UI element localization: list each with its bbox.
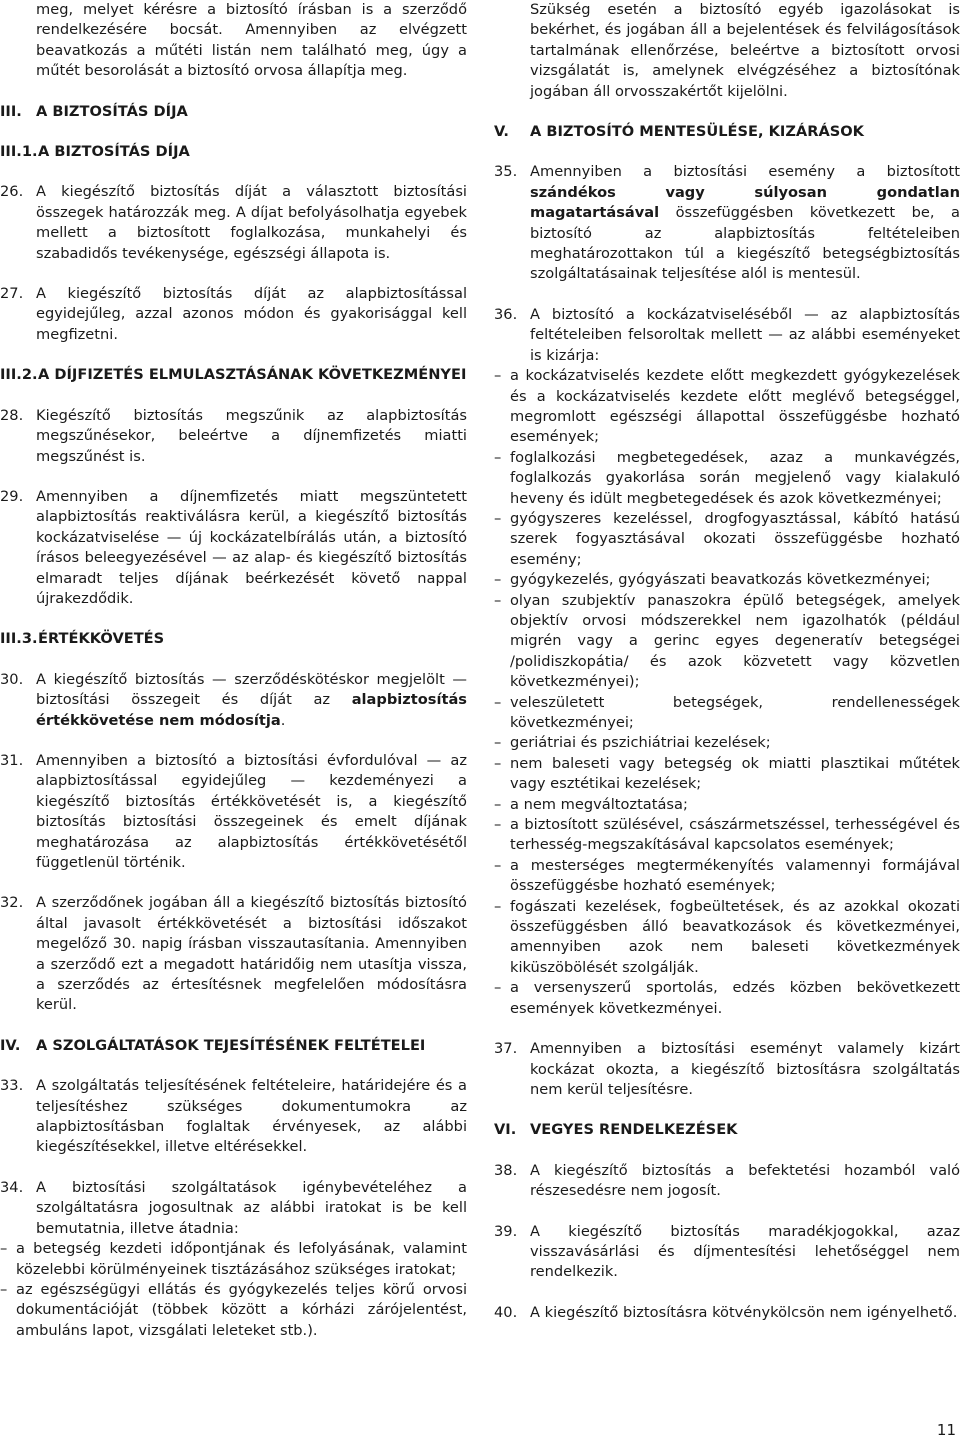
- paragraph-text: A szolgáltatás teljesítésének feltételeire, határidejére és a teljesítéshez szükséges dokumentumokra az alapbiztosításban foglaltak érvényesek, az alábbi kiegészítésekkel, illetve eltérésekkel.: [36, 1077, 467, 1156]
- paragraph-text: Amennyiben a biztosító a biztosítási évfordulóval — az alapbiztosítással egyidejűleg — kezdeményezi a kiegészítő biztosítás értékkövetését is, a kiegészítő biztosítás biztosítási összegeinek és emelt díjának meghatározása az alapbiztosítás értékkövetésétől függetlenül történik.: [36, 751, 467, 871]
- bold-run: alapbiztosítás értékkövetése nem módosítja: [36, 691, 467, 729]
- paragraph-text: A biztosítási szolgáltatások igénybevételéhez a szolgáltatásra jogosultnak az alábbi iratokat is be kell bemutatnia, illetve átadnia:: [36, 1178, 467, 1237]
- paragraph-39: [494, 1222, 960, 1283]
- list-item: [494, 815, 960, 856]
- subsection-title: ÉRTÉKKÖVETÉS: [38, 630, 165, 648]
- subsection-number: III.1.: [0, 143, 38, 161]
- list-item: [0, 1280, 467, 1341]
- paragraph-text: A szerződőnek jogában áll a kiegészítő biztosítás biztosító által javasolt értékkövetését a biztosítási időszakot megelőző 30. napig írásban visszautasítania. Amennyiben a szerződő ezt a megadott határidőig nem utasítja vissza, a szerződés az értesítésnek megfelelően módosításra kerül.: [36, 894, 467, 1014]
- paragraph-number: 30.: [0, 670, 24, 688]
- paragraph-number: 33.: [0, 1077, 24, 1095]
- paragraph-text: [530, 162, 960, 284]
- dash-bullet: –: [494, 856, 502, 874]
- list-item: [494, 570, 960, 590]
- paragraph-number: 34.: [0, 1178, 24, 1196]
- section-number: III.: [0, 102, 22, 120]
- paragraph-29: [0, 487, 467, 609]
- subsection-heading: [0, 629, 467, 649]
- list-item: [494, 856, 960, 897]
- continuation-paragraph: Szükség esetén a biztosító egyéb igazolásokat is bekérhet, és jogában áll a bejelentések és felvilágosítások tartalmának ellenőrzése, beleértve a biztosított orvosi vizsgálatát is, amelynek elvégzéséhez a biztosítónak jogában áll orvosszakértőt kijelölni.: [530, 1, 960, 100]
- list-item-text: az egészségügyi ellátás és gyógykezelés teljes körű orvosi dokumentációját (többek között a kórházi zárójelentést, ambuláns lapot, vizsgálati leleteket stb.).: [16, 1280, 467, 1339]
- section-title: VEGYES RENDELKEZÉSEK: [530, 1121, 738, 1139]
- left-column: [0, 0, 467, 1341]
- paragraph-34: [0, 1178, 467, 1239]
- paragraph-38: [494, 1161, 960, 1202]
- paragraph-text: Amennyiben a biztosítási eseményt valamely kizárt kockázat okozta, a kiegészítő biztosításra szolgáltatás nem kerül teljesítésre.: [530, 1040, 960, 1098]
- dash-bullet: –: [494, 693, 502, 711]
- dash-bullet: –: [494, 367, 502, 385]
- paragraph-number: 40.: [494, 1303, 518, 1321]
- text-run: A kiegészítő biztosítás — szerződéskötéskor megjelölt — biztosítási összegeit és díját az: [36, 670, 467, 709]
- list-item-text: a biztosított szülésével, császármetszéssel, terhességével és terhesség-megszakításával kapcsolatos események;: [510, 816, 960, 854]
- paragraph-number: 37.: [494, 1040, 518, 1058]
- paragraph-37: [494, 1039, 960, 1100]
- section-heading: [0, 102, 467, 122]
- paragraph-number: 29.: [0, 487, 24, 505]
- paragraph-text: A kiegészítő biztosítás a befektetési hozamból való részesedésre nem jogosít.: [530, 1161, 960, 1200]
- subsection-title: A DÍJFIZETÉS ELMULASZTÁSÁNAK KÖVETKEZMÉNYEI: [38, 366, 467, 384]
- list-item: [494, 978, 960, 1019]
- paragraph-36: [494, 305, 960, 366]
- paragraph-28: [0, 406, 467, 467]
- list-item-text: veleszületett betegségek, rendellenességek következményei;: [510, 693, 960, 731]
- list-item: [494, 693, 960, 734]
- list-item-text: gyógyszeres kezeléssel, drogfogyasztással, kábító hatású szerek fogyasztásával okozati összefüggésbe hozható esemény;: [510, 509, 960, 568]
- paragraph-number: 26.: [0, 183, 24, 201]
- text-run: .: [280, 711, 286, 729]
- paragraph-32: [0, 893, 467, 1015]
- list-item: [494, 448, 960, 509]
- paragraph-34-list: [0, 1239, 467, 1341]
- paragraph-40: [494, 1303, 960, 1323]
- dash-bullet: –: [0, 1240, 8, 1258]
- text-run: összefüggésben következett be, a biztosító az alapbiztosítás feltételeiben meghatározottakon túl a kiegészítő betegségbiztosítás szolgáltatásainak teljesítése alól is mentesül.: [530, 204, 960, 283]
- paragraph-number: 38.: [494, 1161, 518, 1179]
- list-item-text: a versenyszerű sportolás, edzés közben bekövetkezett események következményei.: [510, 979, 960, 1017]
- section-title: A BIZTOSÍTÓ MENTESÜLÉSE, KIZÁRÁSOK: [530, 123, 864, 141]
- paragraph-number: 39.: [494, 1222, 518, 1240]
- list-item: [494, 897, 960, 979]
- list-item-text: fogászati kezelések, fogbeültetések, és az azokkal okozati összefüggésben álló beavatkozások és következményei, amennyiben azok nem baleseti következmények kiküszöbölését szolgálják.: [510, 897, 960, 976]
- paragraph-number: 28.: [0, 406, 24, 424]
- section-number: V.: [494, 123, 509, 141]
- paragraph-text: A kiegészítő biztosítás díját az alapbiztosítással egyidejűleg, azzal azonos módon és gyakorisággal kell megfizetni.: [36, 285, 467, 343]
- paragraph-30: [0, 670, 467, 731]
- section-heading: [0, 1036, 467, 1056]
- section-title: A SZOLGÁLTATÁSOK TEJESÍTÉSÉNEK FELTÉTELEI: [36, 1036, 426, 1054]
- list-item: [494, 366, 960, 448]
- subsection-number: III.2.: [0, 366, 38, 384]
- paragraph-number: 35.: [494, 163, 518, 181]
- list-item: [494, 509, 960, 570]
- paragraph-text: A kiegészítő biztosításra kötvénykölcsön nem igényelhető.: [530, 1303, 958, 1321]
- list-item-text: a mesterséges megtermékenyítés valamennyi formájával összefüggésbe hozható események;: [510, 856, 960, 895]
- paragraph-text: A kiegészítő biztosítás díját a választott biztosítási összegek határozzák meg. A díjat befolyásolhatja egyebek mellett a biztosított foglalkozása, munkahelyi és szabadidős tevékenysége, egészségi állapota is.: [36, 183, 467, 262]
- dash-bullet: –: [494, 754, 502, 772]
- continuation-paragraph: meg, melyet kérésre a biztosító írásban is a szerződő rendelkezésére bocsát. Amennyiben az elvégzett beavatkozás a műtéti listán nem található meg, úgy a műtét besorolását a biztosító orvosa állapítja meg.: [36, 1, 467, 80]
- list-item: [494, 733, 960, 753]
- list-item-text: a betegség kezdeti időpontjának és lefolyásának, valamint közelebbi körülményeinek tisztázásához szükséges iratokat;: [16, 1240, 467, 1278]
- paragraph-number: 32.: [0, 894, 24, 912]
- page-number: 11: [936, 1421, 956, 1439]
- list-item-text: a kockázatviselés kezdete előtt megkezdett gyógykezelések és a kockázatviselés kezdete előtt meglévő betegséggel, megromlott egészségi állapottal összefüggésbe hozható események;: [510, 367, 960, 446]
- dash-bullet: –: [494, 591, 502, 609]
- subsection-heading: [0, 142, 467, 162]
- paragraph-text: A kiegészítő biztosítás maradékjogokkal, azaz visszavásárlási és díjmentesítési lehetőséggel nem rendelkezik.: [530, 1222, 960, 1281]
- subsection-number: III.3.: [0, 630, 38, 648]
- section-number: IV.: [0, 1036, 21, 1054]
- dash-bullet: –: [494, 448, 502, 466]
- section-heading: [494, 122, 960, 142]
- list-item: [494, 795, 960, 815]
- list-item-text: foglalkozási megbetegedések, azaz a munkavégzés, foglalkozás gyakorlása során megjelenő vagy kialakuló heveny és idült megbetegedések és azok következményei;: [510, 448, 960, 507]
- text-run: Amennyiben a biztosítási esemény a biztosított: [530, 163, 960, 181]
- bold-run: szándékos vagy súlyosan gondatlan magatartásával: [530, 183, 960, 222]
- list-item-text: olyan szubjektív panaszokra épülő betegségek, amelyek objektív orvosi módszerekkel nem igazolhatók (például migrén vagy a gerinc egyes degeneratív betegségei /polidiszkopátia/ és azok közvetett vagy közvetlen következményei);: [510, 591, 960, 691]
- paragraph-text: Amennyiben a díjnemfizetés miatt megszüntetett alapbiztosítás reaktiválásra kerül, a kiegészítő biztosítás kockázatviselése — új kockázatelbírálás után, a biztosító írásos beleegyezésével — az alap- és kiegészítő biztosítás elmaradt teljes díjának beérkezését követő nappal újrakezdődik.: [36, 487, 467, 607]
- subsection-title: A BIZTOSÍTÁS DÍJA: [38, 143, 190, 161]
- paragraph-36-list: [494, 366, 960, 1019]
- paragraph-33: [0, 1076, 467, 1158]
- section-heading: [494, 1120, 960, 1140]
- paragraph-number: 27.: [0, 285, 24, 303]
- list-item: [0, 1239, 467, 1280]
- list-item: [494, 591, 960, 693]
- paragraph-27: [0, 284, 467, 345]
- list-item-text: gyógykezelés, gyógyászati beavatkozás következményei;: [510, 571, 931, 589]
- paragraph-26: [0, 182, 467, 264]
- dash-bullet: –: [0, 1280, 8, 1298]
- section-number: VI.: [494, 1121, 517, 1139]
- section-title: A BIZTOSÍTÁS DÍJA: [36, 102, 188, 120]
- dash-bullet: –: [494, 897, 502, 915]
- paragraph-text: A biztosító a kockázatviseléséből — az alapbiztosítás feltételeiben felsoroltak mellett — az alábbi eseményeket is kizárja:: [530, 305, 960, 364]
- paragraph-31: [0, 751, 467, 873]
- dash-bullet: –: [494, 509, 502, 527]
- paragraph-text: [36, 670, 467, 731]
- right-column: [494, 0, 960, 1323]
- dash-bullet: –: [494, 734, 502, 752]
- dash-bullet: –: [494, 979, 502, 997]
- paragraph-35: [494, 162, 960, 284]
- paragraph-text: Kiegészítő biztosítás megszűnik az alapbiztosítás megszűnésekor, beleértve a díjnemfizetés miatti megszűnést is.: [36, 406, 467, 465]
- dash-bullet: –: [494, 571, 502, 589]
- paragraph-number: 31.: [0, 751, 24, 769]
- list-item: [494, 754, 960, 795]
- paragraph-number: 36.: [494, 305, 518, 323]
- list-item-text: a nem megváltoztatása;: [510, 795, 688, 813]
- subsection-heading: [0, 365, 467, 385]
- dash-bullet: –: [494, 795, 502, 813]
- list-item-text: nem baleseti vagy betegség ok miatti plasztikai műtétek vagy esztétikai kezelések;: [510, 754, 960, 793]
- list-item-text: geriátriai és pszichiátriai kezelések;: [510, 734, 771, 752]
- dash-bullet: –: [494, 816, 502, 834]
